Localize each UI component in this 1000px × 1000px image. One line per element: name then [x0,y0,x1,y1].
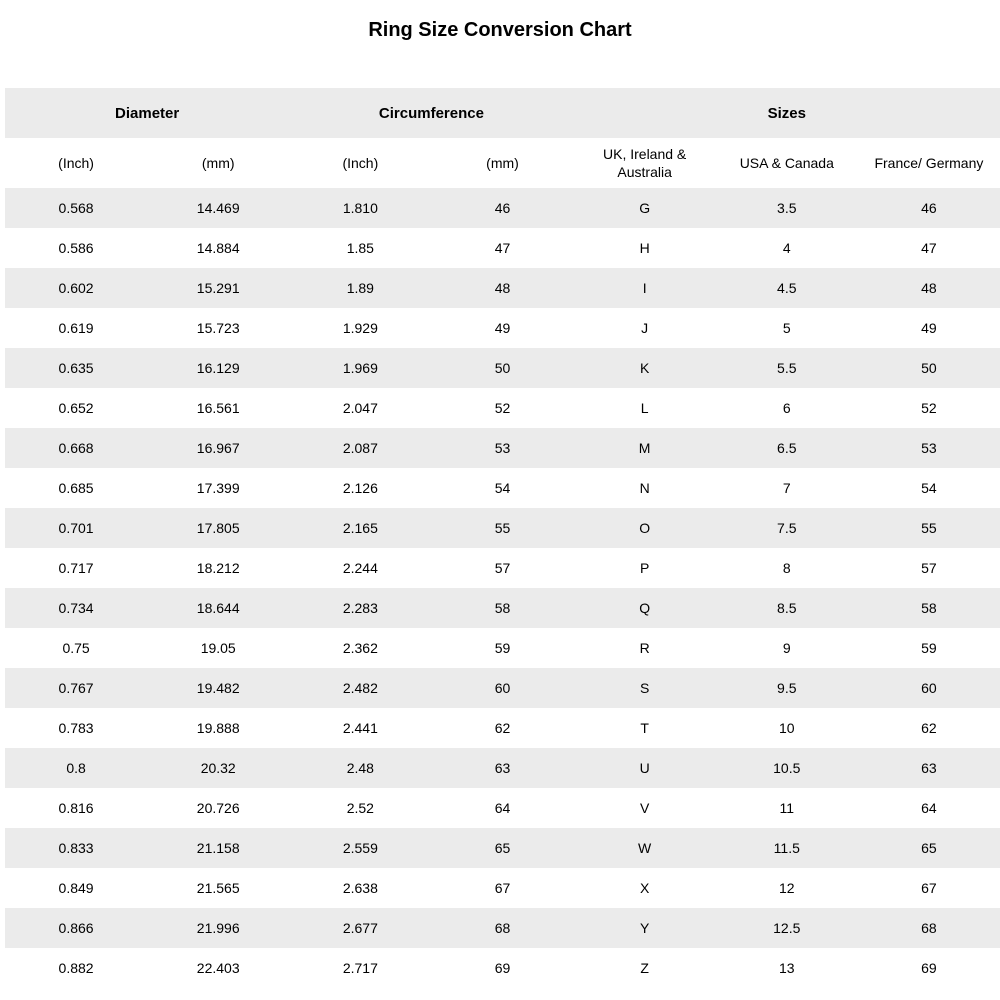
table-cell: 47 [494,240,511,256]
table-cell: 57 [494,560,511,576]
table-cell: 69 [921,960,937,976]
table-row [5,548,1000,588]
table-row [5,668,1000,708]
table-cell: 0.668 [58,440,94,456]
table-row [5,268,1000,308]
table-row [5,188,1000,228]
table-cell: 3.5 [777,200,797,216]
table-cell: 58 [494,600,511,616]
table-cell: 18.644 [196,600,240,616]
table-cell: O [639,520,651,536]
table-cell: 0.717 [58,560,94,576]
table-cell: L [640,400,649,416]
table-cell: 14.884 [196,240,240,256]
column-header-usa-canada: USA & Canada [739,155,834,171]
table-row [5,508,1000,548]
table-cell: 53 [494,440,511,456]
table-cell: 19.482 [196,680,240,696]
table-cell: 16.129 [196,360,240,376]
table-cell: 2.244 [342,560,378,576]
table-cell: 20.726 [196,800,240,816]
table-cell: 12.5 [773,920,801,936]
table-cell: 68 [494,920,511,936]
table-cell: 68 [921,920,937,936]
table-cell: 67 [921,880,937,896]
table-cell: T [640,720,649,736]
table-cell: 59 [921,640,937,656]
table-cell: 54 [494,480,511,496]
table-cell: 2.48 [346,760,374,776]
table-row [5,948,1000,988]
table-cell: 60 [494,680,511,696]
table-cell: 2.087 [342,440,378,456]
table-cell: 2.362 [342,640,378,656]
table-cell: U [639,760,650,776]
table-cell: 62 [494,720,511,736]
column-header-row [5,138,1000,188]
table-row [5,228,1000,268]
table-cell: W [638,840,652,856]
table-cell: 7 [782,480,791,496]
table-cell: 17.399 [196,480,240,496]
table-cell: 62 [921,720,937,736]
table-cell: 1.810 [342,200,378,216]
table-cell: 0.635 [58,360,94,376]
table-cell: 21.996 [196,920,240,936]
column-header-diameter-mm: (mm) [201,155,235,171]
table-row [5,348,1000,388]
table-row [5,308,1000,348]
table-cell: S [639,680,650,696]
table-cell: 11 [779,800,795,816]
table-cell: 50 [921,360,937,376]
table-cell: 21.565 [196,880,240,896]
page-title: Ring Size Conversion Chart [368,19,632,41]
table-cell: 6.5 [777,440,797,456]
table-cell: 69 [494,960,511,976]
table-cell: 1.89 [346,280,374,296]
group-header-row [5,88,1000,138]
table-cell: 0.619 [58,320,94,336]
table-cell: 0.685 [58,480,94,496]
table-cell: 0.652 [58,400,94,416]
table-row [5,388,1000,428]
table-row [5,788,1000,828]
table-cell: 63 [494,760,511,776]
table-cell: 52 [494,400,511,416]
table-cell: 2.717 [342,960,378,976]
table-cell: 65 [921,840,937,856]
table-cell: H [639,240,650,256]
table-cell: N [639,480,650,496]
table-cell: 9.5 [777,680,797,696]
table-cell: V [639,800,650,816]
table-cell: 49 [494,320,511,336]
table-cell: 2.126 [342,480,378,496]
table-cell: 0.568 [58,200,94,216]
table-cell: 64 [921,800,937,816]
column-header-uk-ireland-australia: UK, Ireland & Australia [603,146,687,180]
table-cell: 12 [778,880,795,896]
table-cell: 0.586 [58,240,94,256]
table-cell: 4 [782,240,791,256]
table-cell: 0.783 [58,720,94,736]
table-cell: 47 [921,240,937,256]
table-cell: 16.561 [196,400,240,416]
table-cell: 0.734 [58,600,94,616]
table-cell: 6 [782,400,791,416]
table-cell: 49 [921,320,937,336]
table-cell: 0.882 [58,960,94,976]
table-cell: 50 [494,360,511,376]
table-cell: 2.638 [342,880,378,896]
table-cell: 0.8 [66,760,86,776]
table-cell: Q [639,600,651,616]
table-cell: 9 [782,640,791,656]
table-cell: 21.158 [196,840,240,856]
table-cell: 54 [921,480,937,496]
table-cell: 46 [921,200,937,216]
table-cell: 10 [778,720,795,736]
table-cell: 19.05 [200,640,236,656]
table-cell: M [638,440,651,456]
table-cell: 0.849 [58,880,94,896]
table-cell: R [639,640,650,656]
table-cell: 0.816 [58,800,94,816]
table-cell: 0.833 [58,840,94,856]
table-body [5,188,1000,988]
table-row [5,828,1000,868]
table-cell: 2.559 [342,840,378,856]
table-cell: 15.291 [196,280,240,296]
table-cell: 57 [921,560,937,576]
table-cell: X [639,880,650,896]
table-cell: 16.967 [196,440,240,456]
table-cell: 7.5 [777,520,797,536]
table-cell: 2.165 [342,520,378,536]
table-cell: 2.441 [342,720,378,736]
table-cell: 2.677 [342,920,378,936]
table-cell: 22.403 [196,960,240,976]
table-cell: Z [640,960,649,976]
table-cell: 48 [494,280,511,296]
table-cell: 8.5 [777,600,797,616]
table-cell: 20.32 [200,760,236,776]
table-cell: P [639,560,650,576]
table-cell: 5 [782,320,791,336]
table-cell: 10.5 [773,760,801,776]
table-cell: 46 [494,200,511,216]
table-cell: 17.805 [196,520,240,536]
table-cell: I [642,280,647,296]
table-cell: 1.85 [346,240,374,256]
column-header-circumference-mm: (mm) [486,155,519,171]
table-cell: 18.212 [196,560,240,576]
table-cell: 13 [778,960,795,976]
group-header-sizes: Sizes [767,104,806,122]
table-header [5,88,1000,188]
column-header-circumference-inch: (Inch) [342,155,379,171]
ring-size-conversion-table [5,88,1000,988]
table-cell: 67 [494,880,511,896]
table-cell: 19.888 [196,720,240,736]
table-cell: G [639,200,651,216]
table-cell: Y [639,920,650,936]
table-cell: 8 [782,560,791,576]
table-row [5,908,1000,948]
column-header-diameter-inch: (Inch) [58,155,94,171]
group-header-diameter: Diameter [115,104,180,122]
table-row [5,868,1000,908]
table-cell: 0.701 [58,520,94,536]
table-cell: K [639,360,650,376]
table-cell: 0.767 [58,680,94,696]
table-cell: 48 [921,280,937,296]
table-cell: 11.5 [773,840,800,856]
table-cell: J [641,320,649,336]
table-cell: 2.047 [342,400,378,416]
table-cell: 1.929 [342,320,378,336]
table-row [5,428,1000,468]
table-cell: 2.283 [342,600,378,616]
table-row [5,628,1000,668]
table-cell: 63 [921,760,937,776]
table-cell: 0.75 [62,640,90,656]
table-cell: 65 [494,840,511,856]
table-row [5,468,1000,508]
table-cell: 15.723 [196,320,240,336]
table-cell: 0.602 [58,280,94,296]
table-cell: 55 [921,520,937,536]
table-cell: 53 [921,440,937,456]
table-cell: 14.469 [196,200,240,216]
table-cell: 55 [494,520,511,536]
table-cell: 60 [921,680,937,696]
table-row [5,708,1000,748]
table-cell: 1.969 [342,360,378,376]
table-cell: 52 [921,400,937,416]
table-cell: 59 [494,640,511,656]
table-cell: 64 [494,800,511,816]
group-header-circumference: Circumference [378,104,484,122]
table-row [5,748,1000,788]
table-cell: 0.866 [58,920,94,936]
table-cell: 4.5 [777,280,797,296]
table-row [5,588,1000,628]
table-cell: 58 [921,600,937,616]
table-cell: 5.5 [777,360,797,376]
table-cell: 2.482 [342,680,378,696]
column-header-france-germany: France/ Germany [874,155,984,171]
table-cell: 2.52 [346,800,374,816]
